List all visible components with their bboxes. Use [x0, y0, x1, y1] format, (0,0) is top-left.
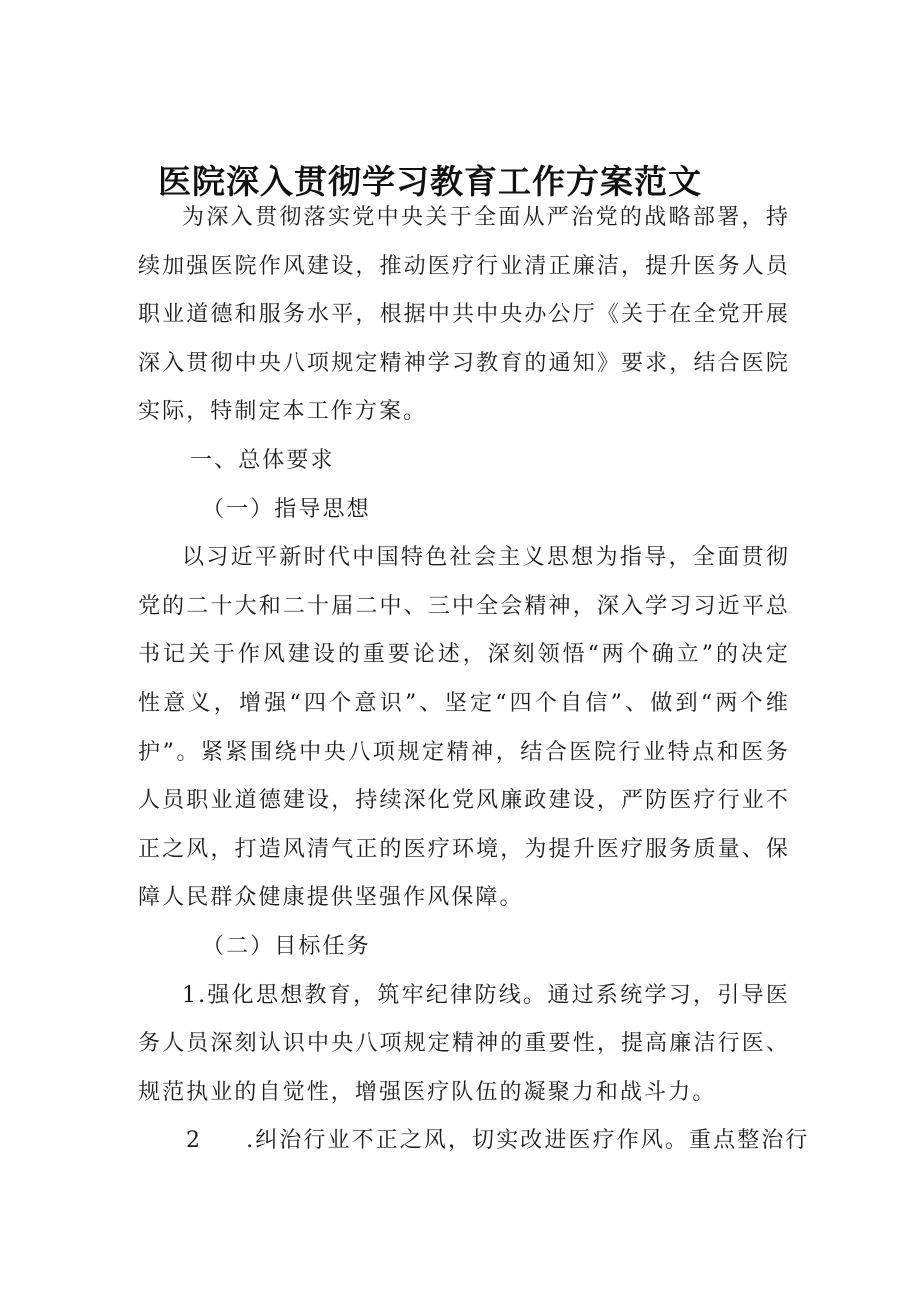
guiding-ideology-paragraph: 以习近平新时代中国特色社会主义思想为指导，全面贯彻党的二十大和二十届二中、三中全会精神，深入学习习近平总书记关于作风建设的重要论述，深刻领悟“两个确立”的决定性意义，增强“四个意识”、坚定“四个自信”、做到“两个维护”。紧紧围绕中央八项规定精神，结合医院行业特点和医务人员职业道德建设，持续深化党风廉政建设，严防医疗行业不正之风，打造风清气正的医疗环境，为提升医疗服务质量、保障人民群众健康提供坚强作风保障。: [138, 545, 790, 911]
section-heading-overall-requirements: 一、总体要求: [190, 447, 335, 473]
subsection-heading-objectives: （二）目标任务: [202, 933, 371, 959]
subsection-heading-guiding-ideology: （一）指导思想: [202, 496, 371, 522]
objective-item-2-number: 2: [186, 1128, 203, 1154]
objective-item-2: [138, 1117, 810, 1166]
objective-item-2-text: .纠治行业不正之风，切实改进医疗作风。重点整治行: [246, 1128, 810, 1154]
document-title: 医院深入贯彻学习教育工作方案范文: [158, 162, 702, 201]
objective-item-1: 1.强化思想教育，筑牢纪律防线。通过系统学习，引导医务人员深刻认识中央八项规定精神的重要性，提高廉洁行医、规范执业的自觉性，增强医疗队伍的凝聚力和战斗力。: [138, 982, 790, 1105]
document-body: [138, 194, 810, 1166]
intro-paragraph: 为深入贯彻落实党中央关于全面从严治党的战略部署，持续加强医院作风建设，推动医疗行业清正廉洁，提升医务人员职业道德和服务水平，根据中共中央办公厅《关于在全党开展深入贯彻中央八项规定精神学习教育的通知》要求，结合医院实际，特制定本工作方案。: [138, 205, 790, 425]
